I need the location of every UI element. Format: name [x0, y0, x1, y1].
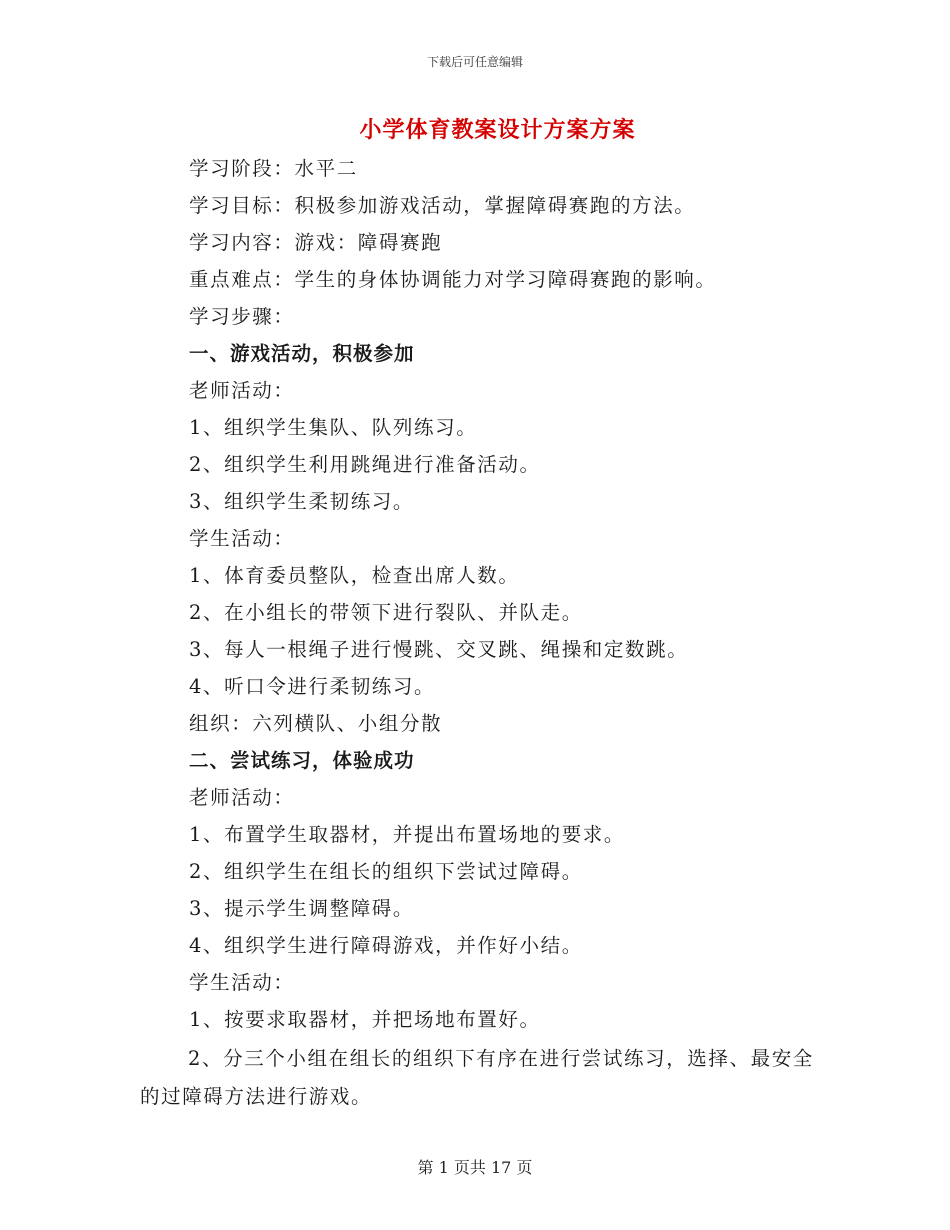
body-line: 2、在小组长的带领下进行裂队、并队走。	[189, 601, 583, 624]
body-line: 2、组织学生利用跳绳进行准备活动。	[189, 453, 541, 476]
body-line: 1、按要求取器材，并把场地布置好。	[189, 1008, 541, 1031]
body-line: 学习阶段：水平二	[189, 157, 358, 180]
body-line: 学习步骤：	[189, 305, 295, 328]
section-heading: 一、游戏活动，积极参加	[189, 342, 415, 365]
body-line: 1、布置学生取器材，并提出布置场地的要求。	[189, 823, 626, 846]
body-line: 学生活动：	[189, 971, 295, 994]
body-line: 学习内容：游戏：障碍赛跑	[189, 231, 443, 254]
body-line: 老师活动：	[189, 786, 295, 809]
body-line: 组织：六列横队、小组分散	[189, 712, 443, 735]
body-line: 3、每人一根绳子进行慢跳、交叉跳、绳操和定数跳。	[189, 638, 689, 661]
body-line: 学生活动：	[189, 527, 295, 550]
header-note: 下载后可任意编辑	[426, 55, 523, 69]
document-title: 小学体育教案设计方案方案	[359, 117, 636, 143]
wrapped-paragraph: 2、分三个小组在组长的组织下有序在进行尝试练习，选择、最安全的过障碍方法进行游戏。	[140, 1047, 814, 1108]
page-footer: 第 1 页共 17 页	[417, 1158, 533, 1177]
body-line: 老师活动：	[189, 379, 295, 402]
body-line: 重点难点：学生的身体协调能力对学习障碍赛跑的影响。	[189, 268, 717, 291]
body-line: 3、提示学生调整障碍。	[189, 897, 415, 920]
body-line: 4、组织学生进行障碍游戏，并作好小结。	[189, 934, 583, 957]
body-line: 3、组织学生柔韧练习。	[189, 490, 415, 513]
body-line: 2、组织学生在组长的组织下尝试过障碍。	[189, 860, 583, 883]
section-heading: 二、尝试练习，体验成功	[189, 749, 415, 772]
document-body	[189, 150, 829, 1038]
body-line: 1、组织学生集队、队列练习。	[189, 416, 478, 439]
body-line: 学习目标：积极参加游戏活动，掌握障碍赛跑的方法。	[189, 194, 696, 217]
body-line: 4、听口令进行柔韧练习。	[189, 675, 436, 698]
body-line: 1、体育委员整队，检查出席人数。	[189, 564, 520, 587]
